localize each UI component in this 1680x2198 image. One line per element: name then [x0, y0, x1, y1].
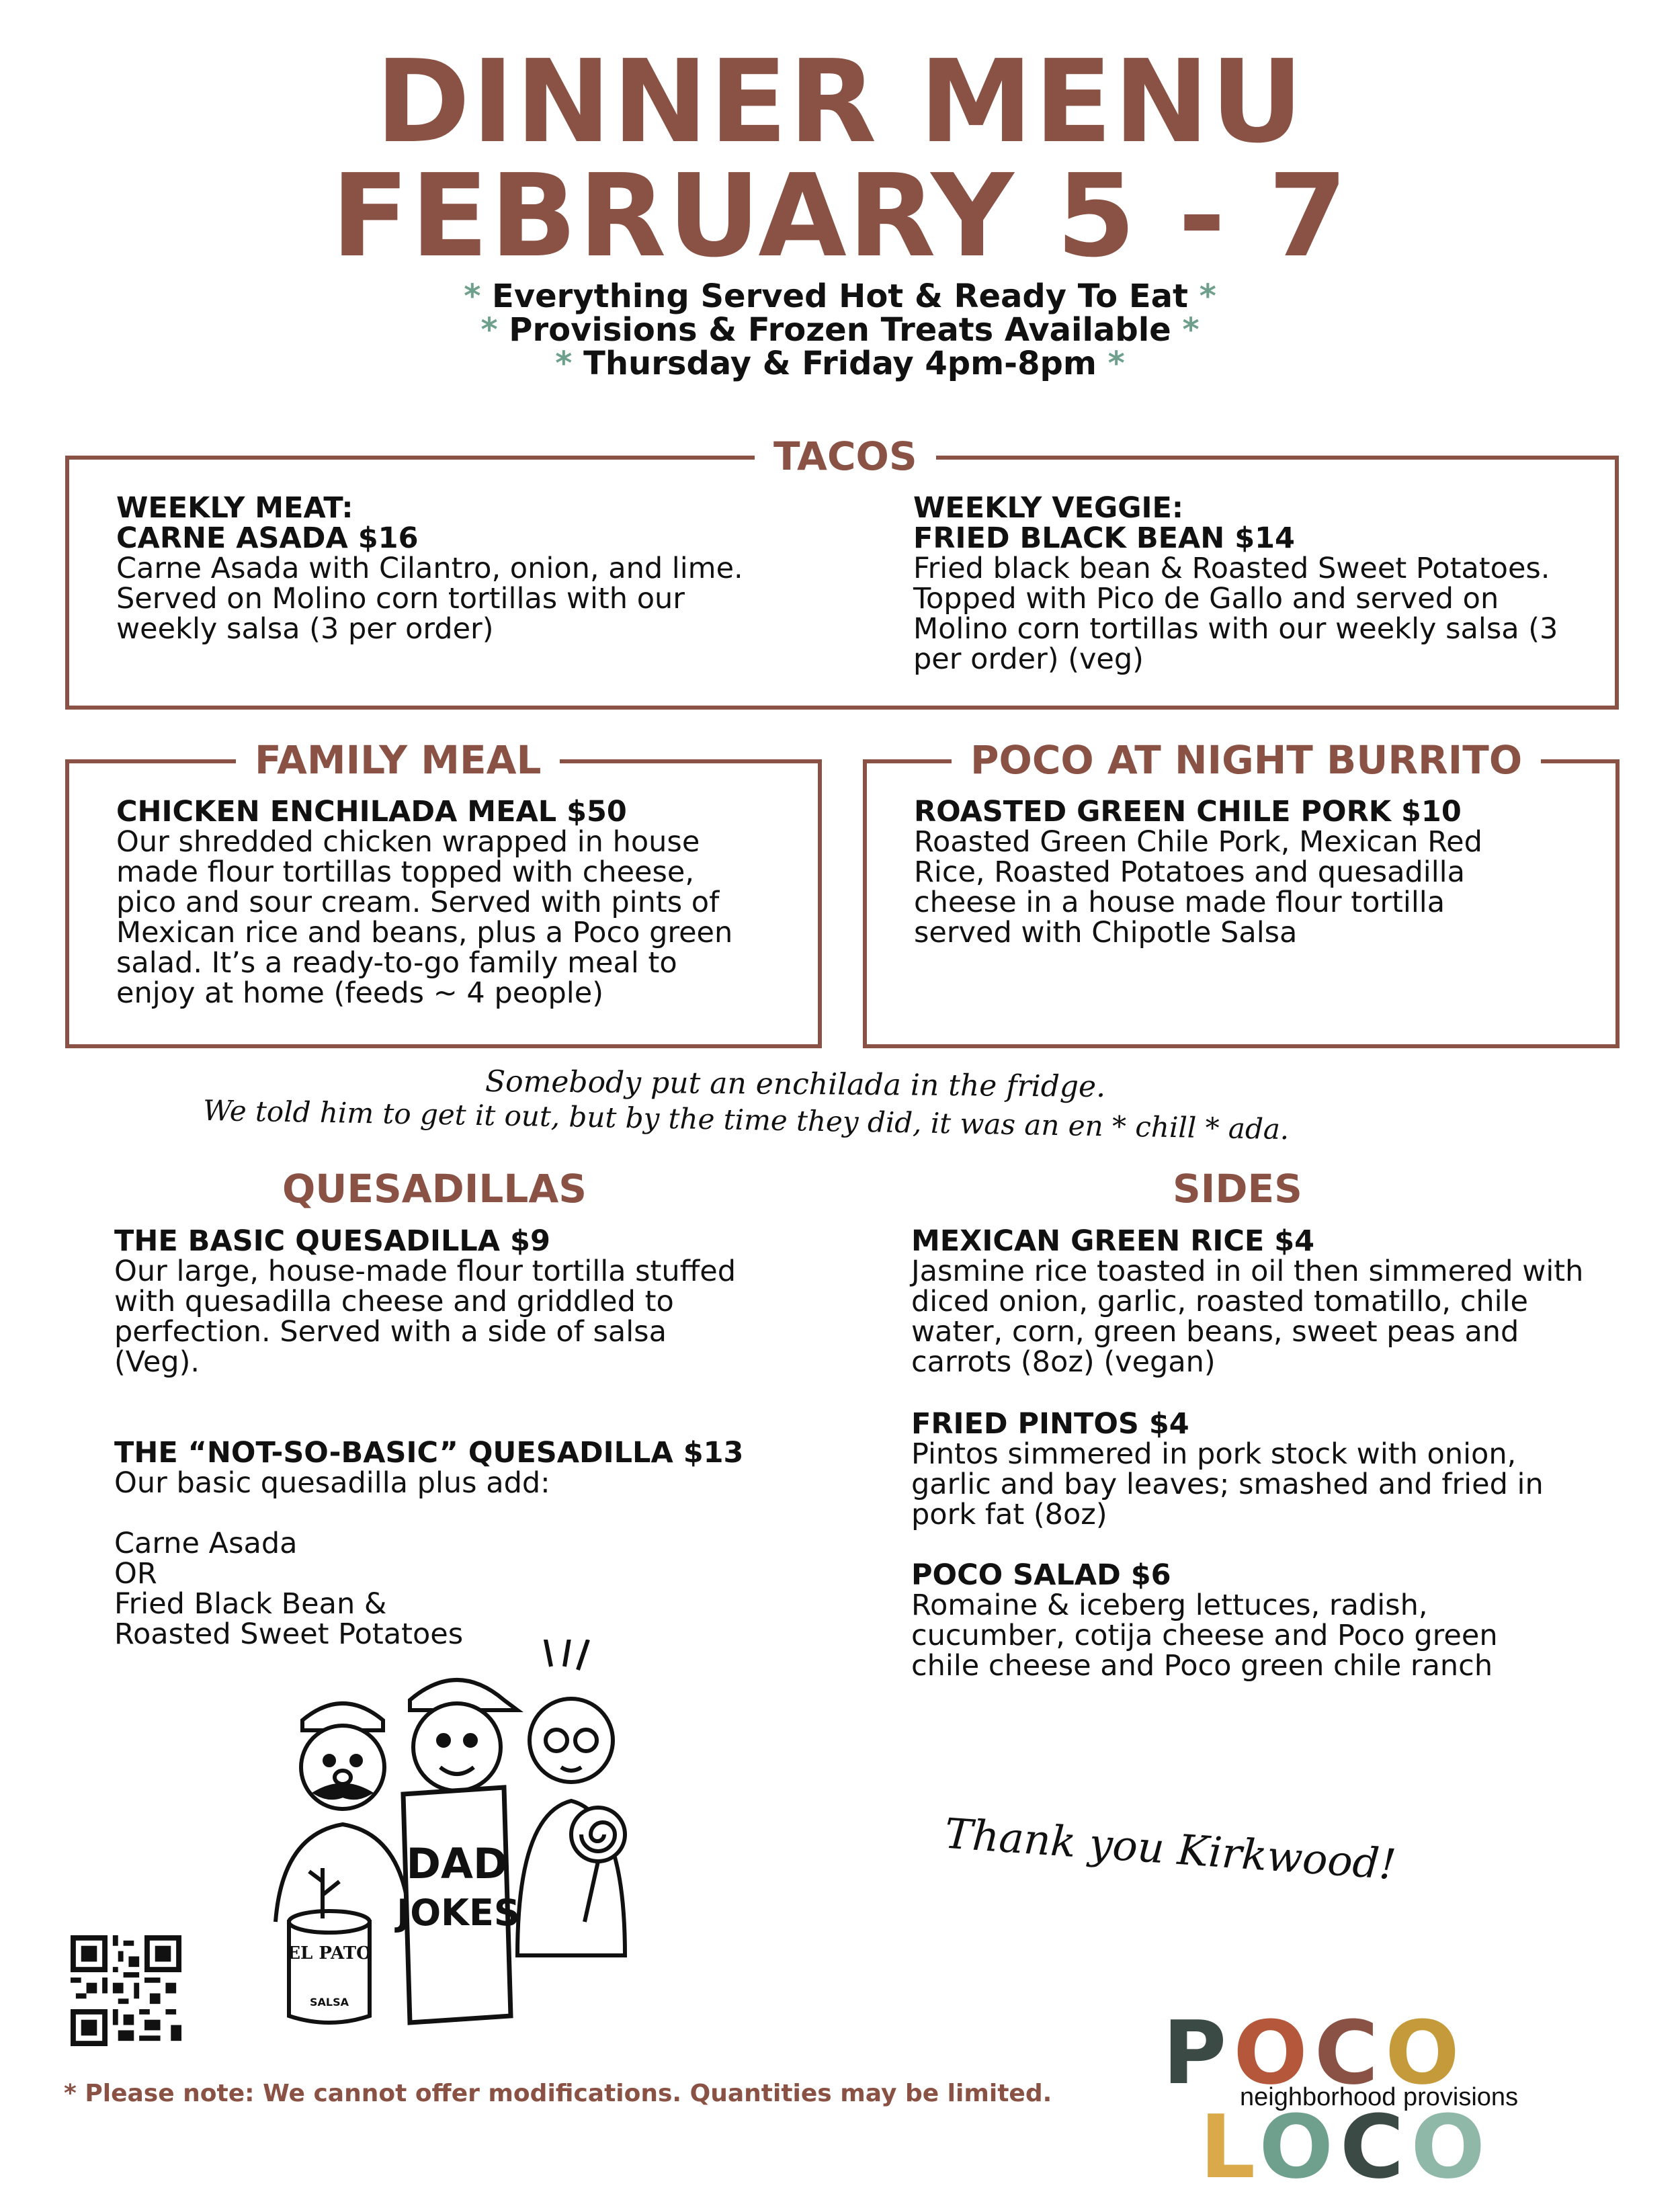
- footer-note: * Please note: We cannot offer modifications. Quantities may be limited.: [64, 2080, 1052, 2107]
- tacos-box: [65, 433, 1619, 710]
- basic-quesadilla-item: THE BASIC QUESADILLA $9 Our large, house-made flour tortilla stuffed with quesadilla cheese and griddled to perfection. Served with a side of salsa (Veg).: [114, 1224, 737, 1379]
- page-subtitle-dates: FEBRUARY 5 - 7: [331, 150, 1349, 283]
- logo-letter: O: [1233, 2002, 1314, 2104]
- taco-veggie-item: WEEKLY VEGGIE: FRIED BLACK BEAN $14 Fried black bean & Roasted Sweet Potatoes. Topped with Pico de Gallo and served on Molino corn tortillas with our weekly salsa (3 per order) (veg): [913, 491, 1558, 676]
- side-item: MEXICAN GREEN RICE $4 Jasmine rice toasted in oil then simmered with diced onion, garlic, roasted tomatillo, chile water, corn, green beans, sweet peas and carrots (8oz) (vegan): [911, 1224, 1584, 1379]
- quesadillas-heading: QUESADILLAS: [282, 1166, 587, 1212]
- joke-line-2: We told him to get it out, but by the time they did, it was an en * chill * ada.: [202, 1093, 1290, 1146]
- qr-code-icon[interactable]: [71, 1935, 181, 2046]
- logo-letter: O: [1411, 2096, 1492, 2198]
- logo-letter: P: [1163, 2002, 1234, 2104]
- boy-figure-icon: [410, 1680, 517, 1791]
- tagline-3: * Thursday & Friday 4pm-8pm *: [555, 345, 1125, 382]
- tacos-heading: TACOS: [755, 433, 936, 480]
- svg-text:DAD: DAD: [406, 1839, 508, 1888]
- burrito-box: [863, 737, 1620, 1048]
- joke-line-1: Somebody put an enchilada in the fridge.: [485, 1064, 1106, 1105]
- girl-figure-icon: [517, 1640, 625, 1955]
- not-so-basic-quesadilla-item: THE “NOT-SO-BASIC” QUESADILLA $13 Our basic quesadilla plus add: Carne Asada OR Fried Black Bean & Roasted Sweet Potatoes: [114, 1436, 744, 1651]
- tagline-2: * Provisions & Frozen Treats Available *: [480, 311, 1200, 349]
- logo-letter: L: [1200, 2096, 1259, 2198]
- dad-jokes-sign: [394, 1787, 520, 2023]
- brand-tagline: neighborhood provisions: [1240, 2083, 1519, 2111]
- sides-heading: SIDES: [1173, 1166, 1302, 1212]
- svg-text:SALSA: SALSA: [309, 1996, 349, 2009]
- logo-letter: C: [1314, 2002, 1386, 2104]
- logo-letter: C: [1339, 2096, 1411, 2198]
- burrito-heading: POCO AT NIGHT BURRITO: [952, 736, 1541, 784]
- tagline-1: * Everything Served Hot & Ready To Eat *: [464, 278, 1216, 315]
- svg-text:JOKES: JOKES: [396, 1892, 520, 1934]
- burrito-item: ROASTED GREEN CHILE PORK $10 Roasted Green Chile Pork, Mexican Red Rice, Roasted Potatoes and quesadilla cheese in a house made flour tortilla served with Chipotle Salsa: [914, 795, 1482, 949]
- family-meal-heading: FAMILY MEAL: [236, 736, 560, 784]
- page-title: DINNER MENU: [375, 36, 1305, 169]
- logo-letter: O: [1385, 2002, 1466, 2104]
- dad-figure-icon: [276, 1703, 410, 1922]
- family-meal-box: [65, 737, 822, 1048]
- svg-text:EL PATO: EL PATO: [287, 1943, 372, 1963]
- side-item: FRIED PINTOS $4 Pintos simmered in pork stock with onion, garlic and bay leaves; smashed and fried in pork fat (8oz): [911, 1407, 1544, 1531]
- side-item: POCO SALAD $6 Romaine & iceberg lettuces, radish, cucumber, cotija cheese and Poco green chile cheese and Poco green chile ranch: [911, 1558, 1498, 1683]
- family-meal-item: CHICKEN ENCHILADA MEAL $50 Our shredded chicken wrapped in house made flour tortillas topped with cheese, pico and sour cream. Served with pints of Mexican rice and beans, plus a Poco green salad. It’s a ready-to-go family meal to enjoy at home (feeds ~ 4 people): [116, 795, 733, 1010]
- logo-letter: [1163, 2096, 1200, 2198]
- logo-letter: O: [1259, 2096, 1340, 2198]
- thank-you-note: Thank you Kirkwood!: [943, 1808, 1398, 1890]
- family-illustration: [249, 1640, 692, 2043]
- taco-meat-item: WEEKLY MEAT: CARNE ASADA $16 Carne Asada with Cilantro, onion, and lime. Served on Molino corn tortillas with our weekly salsa (3 per order): [116, 491, 743, 646]
